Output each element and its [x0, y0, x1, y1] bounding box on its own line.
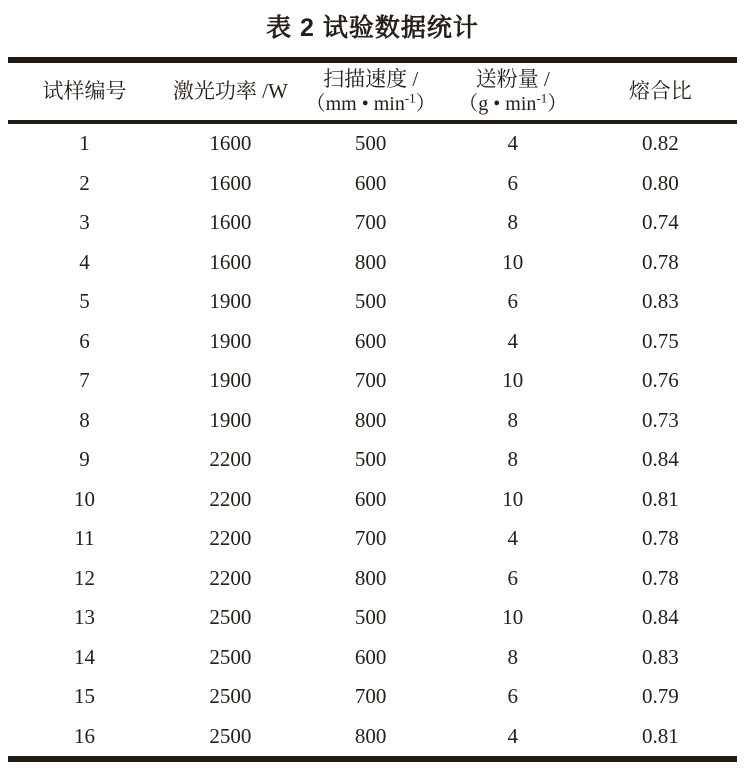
- table-cell: 11: [74, 526, 95, 551]
- table-cell: 6: [507, 684, 519, 709]
- table-cell: 0.75: [642, 328, 679, 353]
- header-label: 试样编号: [42, 79, 127, 104]
- table-row: [8, 638, 737, 678]
- table-cell: 2: [79, 170, 90, 195]
- table-cell: 700: [354, 368, 387, 393]
- table-cell: 6: [79, 328, 90, 353]
- table-cell: 15: [74, 684, 96, 709]
- table-cell: 8: [507, 407, 519, 432]
- table-cell: 700: [354, 684, 387, 709]
- table-cell: 2500: [209, 684, 252, 709]
- table-cell: 1600: [209, 210, 252, 235]
- table-cell: 16: [74, 723, 96, 748]
- table-cell: 0.73: [642, 407, 679, 432]
- table-row: [8, 677, 737, 717]
- table-cell: 700: [354, 210, 387, 235]
- table-cell: 14: [74, 644, 96, 669]
- table-cell: 600: [354, 170, 387, 195]
- table-header: [8, 60, 737, 122]
- table-cell: 10: [74, 486, 96, 511]
- table-container: [8, 57, 737, 762]
- table-row: [8, 480, 737, 520]
- table-cell: 12: [74, 565, 96, 590]
- table-cell: 7: [79, 368, 90, 393]
- table-row: [8, 203, 737, 243]
- table-cell: 0.76: [642, 368, 679, 393]
- table-row: [8, 164, 737, 204]
- table-cell: 8: [79, 407, 90, 432]
- table-cell: 500: [354, 447, 387, 472]
- table-row: [8, 243, 737, 283]
- header-label: 送粉量 /: [475, 66, 550, 91]
- table-cell: 0.78: [642, 526, 679, 551]
- table-cell: 800: [354, 407, 387, 432]
- table-cell: 600: [354, 486, 387, 511]
- table-row: [8, 361, 737, 401]
- table-cell: 2500: [209, 723, 252, 748]
- table-cell: 2500: [209, 644, 252, 669]
- table-cell: 2200: [209, 486, 252, 511]
- table-cell: 6: [507, 289, 519, 314]
- column-header-powder-feed: [442, 60, 584, 122]
- header-unit: （mm • $\min^{-1}$）: [305, 90, 436, 116]
- table-cell: 1900: [209, 368, 252, 393]
- table-cell: 2200: [209, 565, 252, 590]
- table-cell: 4: [507, 723, 519, 748]
- table-cell: 10: [502, 605, 524, 630]
- table-cell: 600: [354, 644, 387, 669]
- table-cell: 8: [507, 210, 519, 235]
- table-row: [8, 322, 737, 362]
- table-cell: 9: [79, 447, 90, 472]
- column-header-sample-no: [8, 60, 161, 122]
- header-row: [8, 60, 737, 122]
- table-cell: 8: [507, 644, 519, 669]
- table-cell: 0.81: [642, 486, 679, 511]
- table-cell: 10: [502, 249, 524, 274]
- table-cell: 0.82: [642, 131, 679, 156]
- table-cell: 800: [354, 723, 387, 748]
- table-row: [8, 519, 737, 559]
- table-cell: 0.78: [642, 249, 679, 274]
- table-cell: 600: [354, 328, 387, 353]
- table-row: [8, 401, 737, 441]
- table-cell: 500: [354, 605, 387, 630]
- table-cell: 4: [79, 249, 90, 274]
- table-cell: 1600: [209, 131, 252, 156]
- header-unit: （g • $\min^{-1}$）: [458, 90, 568, 116]
- table-cell: 4: [507, 328, 519, 353]
- table-cell: 0.83: [642, 289, 679, 314]
- table-cell: 0.80: [642, 170, 679, 195]
- table-cell: 500: [354, 289, 387, 314]
- table-row: [8, 559, 737, 599]
- table-row: [8, 282, 737, 322]
- table-caption: 表 2 试验数据统计: [266, 14, 479, 42]
- table-row: [8, 440, 737, 480]
- table-cell: 500: [354, 131, 387, 156]
- table-cell: 6: [507, 170, 519, 195]
- table-cell: 4: [507, 131, 519, 156]
- column-header-scan-speed: [300, 60, 442, 122]
- data-table: [8, 57, 737, 762]
- table-cell: 3: [79, 210, 90, 235]
- column-header-laser-power: [161, 60, 300, 122]
- table-cell: 700: [354, 526, 387, 551]
- table-cell: 10: [502, 486, 524, 511]
- table-cell: 1900: [209, 289, 252, 314]
- column-header-fusion-ratio: [584, 60, 737, 122]
- table-cell: 0.84: [642, 605, 679, 630]
- table-cell: 0.78: [642, 565, 679, 590]
- table-cell: 1600: [209, 249, 252, 274]
- table-cell: 1900: [209, 407, 252, 432]
- table-cell: 10: [502, 368, 524, 393]
- table-cell: 0.81: [642, 723, 679, 748]
- header-label: 扫描速度 /: [323, 66, 419, 91]
- header-label: 熔合比: [628, 79, 692, 104]
- table-cell: 0.79: [642, 684, 679, 709]
- table-cell: 4: [507, 526, 519, 551]
- table-row: [8, 122, 737, 164]
- table-cell: 2200: [209, 447, 252, 472]
- header-label: 激光功率 /W: [172, 79, 288, 104]
- table-cell: 0.74: [642, 210, 679, 235]
- superscript: -1: [536, 90, 548, 106]
- table-cell: 0.83: [642, 644, 679, 669]
- table-cell: 1900: [209, 328, 252, 353]
- table-row: [8, 717, 737, 760]
- table-cell: 8: [507, 447, 519, 472]
- table-cell: 1: [79, 131, 90, 156]
- table-row: [8, 598, 737, 638]
- table-cell: 2500: [209, 605, 252, 630]
- table-body: [8, 122, 737, 759]
- table-cell: 2200: [209, 526, 252, 551]
- table-cell: 1600: [209, 170, 252, 195]
- table-cell: 6: [507, 565, 519, 590]
- table-cell: 800: [354, 249, 387, 274]
- superscript: -1: [404, 90, 416, 106]
- table-cell: 13: [74, 605, 96, 630]
- table-cell: 0.84: [642, 447, 679, 472]
- table-cell: 5: [79, 289, 90, 314]
- table-cell: 800: [354, 565, 387, 590]
